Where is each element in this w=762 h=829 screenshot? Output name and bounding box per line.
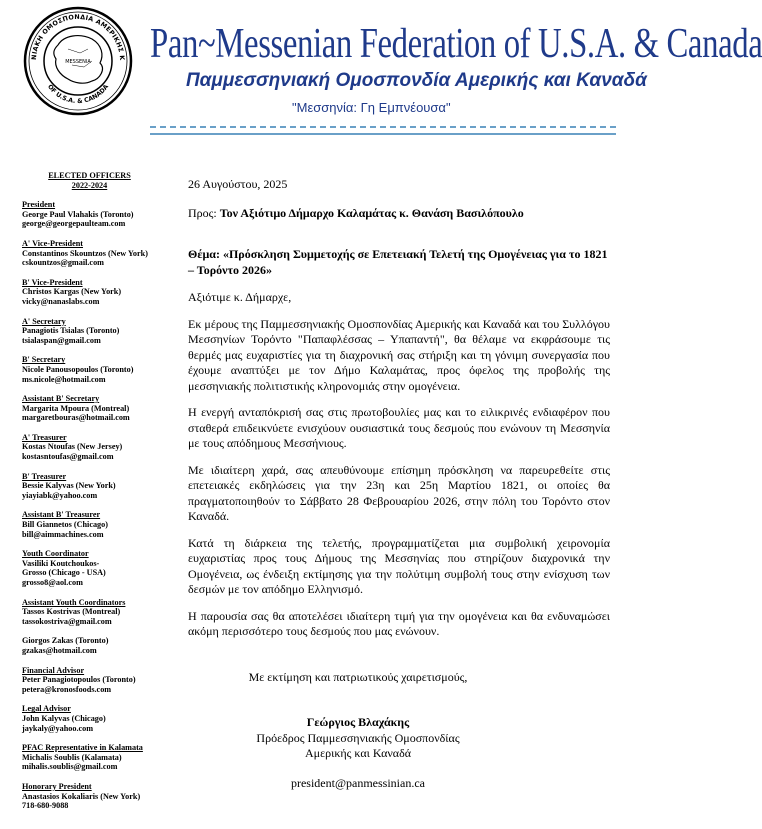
officer-role: President	[22, 200, 56, 210]
header-divider-solid	[150, 133, 616, 135]
officer-name: Giorgos Zakas (Toronto)	[22, 636, 109, 646]
officer-role: Youth Coordinator	[22, 549, 89, 559]
officer-role: Assistant B' Treasurer	[22, 510, 101, 520]
federation-greek-title: Παμμεσσηνιακή Ομοσπονδία Αμερικής και Καναδά	[186, 70, 647, 91]
letter-paragraph-1: Εκ μέρους της Παμμεσσηνιακής Ομοσπονδίας Αμερικής και Καναδά και του Συλλόγου Μεσσηνίων Τορόντο "Παπαφλέσσας – Υπαπαντή", θα θέλαμε να εκφράσουμε τις θερμές μας ευχαριστίες για τη διαχρονική σας στήριξη και τη γόνιμη συνεργασία που έχουμε αναπτύξει με τον Δήμο Καλαμάτας, προς όφελος της προβολής της μεσσηνιακής πολιτιστικής κληρονομιάς στην ομογένεια.	[188, 316, 610, 393]
officer-entry	[22, 317, 172, 346]
officer-contact[interactable]: gzakas@hotmail.com	[22, 645, 97, 655]
officer-entry	[22, 549, 172, 587]
officer-role: Assistant Youth Coordinators	[22, 597, 126, 607]
officer-entry	[22, 598, 172, 627]
letter-paragraph-4: Κατά τη διάρκεια της τελετής, προγραμματίζεται μια συμβολική χειρονομία ευχαριστίας προς τους Δήμους της Μεσσηνίας που στηρίζουν διαχρονικά την Ομογένεια, ως ένδειξη εκτίμησης για την πολύτιμη συμβολή τους στην ενίσχυση των δεσμών με τον απόδημο Ελληνισμό.	[188, 535, 610, 596]
elected-officers-sidebar	[22, 171, 172, 821]
signature-title-1: Πρόεδρος Παμμεσσηνιακής Ομοσπονδίας	[256, 730, 460, 745]
officer-name: Panagiotis Tsialas (Toronto)	[22, 326, 120, 336]
letter-recipient	[188, 206, 610, 222]
officer-role: A' Treasurer	[22, 432, 67, 442]
seal-outer-text: ΝΙΑΚΗ ΟΜΟΣΠΟΝΔΙΑ ΑΜΕΡΙΚΗΣ Κ	[29, 12, 127, 61]
seal-inner-text: MESSENIA	[65, 59, 91, 65]
signature-block	[188, 715, 528, 791]
officer-name: George Paul Vlahakis (Toronto)	[22, 209, 134, 219]
seal-bottom-text: OF U.S.A. & CANADA	[45, 83, 111, 106]
officer-role: Honorary President	[22, 781, 92, 791]
signature-email[interactable]: president@panmessinian.ca	[290, 775, 425, 790]
sidebar-title: ELECTED OFFICERS	[48, 171, 131, 180]
officer-contact[interactable]: cskountzos@gmail.com	[22, 258, 104, 268]
officer-name: Constantinos Skountzos (New York)	[22, 248, 148, 258]
officer-entry	[22, 355, 172, 384]
officer-name: Bessie Kalyvas (New York)	[22, 481, 116, 491]
officer-contact[interactable]: grosso8@aol.com	[22, 578, 83, 587]
officer-name: Peter Panagiotopoulos (Toronto)	[22, 675, 136, 685]
officer-entry	[22, 394, 172, 423]
officer-entry	[22, 278, 172, 307]
recipient-name: Τον Αξιότιμο Δήμαρχο Καλαμάτας κ. Θανάση Βασιλόπουλο	[219, 205, 524, 220]
officer-name: Margarita Mpoura (Montreal)	[22, 403, 130, 413]
officer-entry	[22, 510, 172, 539]
sidebar-term: 2022-2024	[71, 180, 108, 190]
officer-name: Christos Kargas (New York)	[22, 287, 122, 297]
officer-name: Vasiliki Koutchoukos-	[22, 558, 100, 568]
recipient-prefix: Προς:	[188, 205, 220, 220]
officer-contact[interactable]: george@georgepaulteam.com	[22, 219, 126, 229]
header-divider-dashed	[150, 126, 616, 128]
officer-role: Financial Advisor	[22, 665, 85, 675]
officer-name: Nicole Panousopoulos (Toronto)	[22, 364, 134, 374]
officer-name: Bill Giannetos (Chicago)	[22, 520, 108, 530]
officer-entry	[22, 472, 172, 501]
officer-role: A' Secretary	[22, 316, 66, 326]
officer-entry	[22, 782, 172, 811]
officer-name: Anastasios Kokaliaris (New York)	[22, 791, 141, 801]
letter-paragraph-2: Η ενεργή ανταπόκρισή σας στις πρωτοβουλίες μας και το ειλικρινές ενδιαφέρον που σταθερά επιδεικνύετε ενισχύουν ουσιαστικά τους δεσμούς που ενώνουν τη Μεσσηνία με τους απόδημους Μεσσήνιους.	[188, 405, 610, 450]
federation-seal	[22, 5, 134, 117]
officer-name: Grosso (Chicago - USA)	[22, 568, 106, 578]
officer-role: B' Secretary	[22, 355, 66, 365]
signature-name: Γεώργιος Βλαχάκης	[306, 715, 410, 729]
officer-name: Tassos Kostrivas (Montreal)	[22, 607, 121, 617]
federation-title: Pan~Messenian Federation of U.S.A. & Canada	[150, 21, 762, 67]
officer-name: John Kalyvas (Chicago)	[22, 713, 106, 723]
officer-role: Assistant B' Secretary	[22, 394, 100, 404]
letter-paragraph-3: Με ιδιαίτερη χαρά, σας απευθύνουμε επίσημη πρόσκληση να παρευρεθείτε στις επετειακές εκδηλώσεις για την 23η και 25η Μαρτίου 1821, οι οποίες θα πραγματοποιηθούν το Σάββατο 28 Φεβρουαρίου 2026, στην πόλη του Τορόντο στον Καναδά.	[188, 462, 610, 523]
officer-name: Michalis Soublis (Kalamata)	[22, 752, 122, 762]
officer-role: Legal Advisor	[22, 704, 71, 714]
officer-contact[interactable]: mihalis.soublis@gmail.com	[22, 762, 118, 772]
officer-entry	[22, 433, 172, 462]
officer-contact[interactable]: petera@kronosfoods.com	[22, 684, 112, 694]
officer-list	[22, 200, 172, 811]
officer-contact[interactable]: tassokostriva@gmail.com	[22, 616, 112, 626]
officer-contact[interactable]: ms.nicole@hotmail.com	[22, 374, 106, 384]
officer-contact[interactable]: kostasntoufas@gmail.com	[22, 452, 114, 462]
letter-closing: Με εκτίμηση και πατριωτικούς χαιρετισμούς,	[248, 669, 468, 684]
officer-contact[interactable]: jaykaly@yahoo.com	[22, 723, 94, 733]
officer-role: B' Treasurer	[22, 471, 67, 481]
officer-contact[interactable]: tsialaspan@gmail.com	[22, 335, 101, 345]
letter-paragraph-5: Η παρουσία σας θα αποτελέσει ιδιαίτερη τιμή για την ομογένεια και θα ενδυναμώσει ακόμη περισσότερο τους δεσμούς που μας ενώνουν.	[188, 608, 610, 638]
officer-contact[interactable]: bill@aimmachines.com	[22, 529, 104, 539]
officer-contact[interactable]: yiayiabk@yahoo.com	[22, 490, 98, 500]
officer-entry	[22, 239, 172, 268]
letter-body	[188, 177, 610, 791]
officer-entry	[22, 636, 172, 655]
officer-name: 718-680-9088	[22, 801, 69, 811]
officer-contact[interactable]: margaretbouras@hotmail.com	[22, 413, 130, 423]
signature-title-2: Αμερικής και Καναδά	[304, 746, 412, 760]
letter-salutation: Αξιότιμε κ. Δήμαρχε,	[188, 290, 292, 304]
officer-entry	[22, 200, 172, 229]
officer-entry	[22, 743, 172, 772]
officer-entry	[22, 666, 172, 695]
letter-date: 26 Αυγούστου, 2025	[188, 177, 288, 191]
federation-motto: "Μεσσηνία: Γη Εμπνέουσα"	[292, 100, 451, 115]
officer-role: A' Vice-President	[22, 238, 84, 248]
officer-entry	[22, 704, 172, 733]
officer-role: PFAC Representative in Kalamata	[22, 743, 143, 753]
letter-subject: Θέμα: «Πρόσκληση Συμμετοχής σε Επετειακή Τελετή της Ομογένειας για το 1821 – Τορόντο 2026»	[188, 247, 608, 277]
officer-role: B' Vice-President	[22, 277, 83, 287]
officer-contact[interactable]: vicky@nanaslabs.com	[22, 296, 100, 306]
officer-name: Kostas Ntoufas (New Jersey)	[22, 442, 123, 452]
